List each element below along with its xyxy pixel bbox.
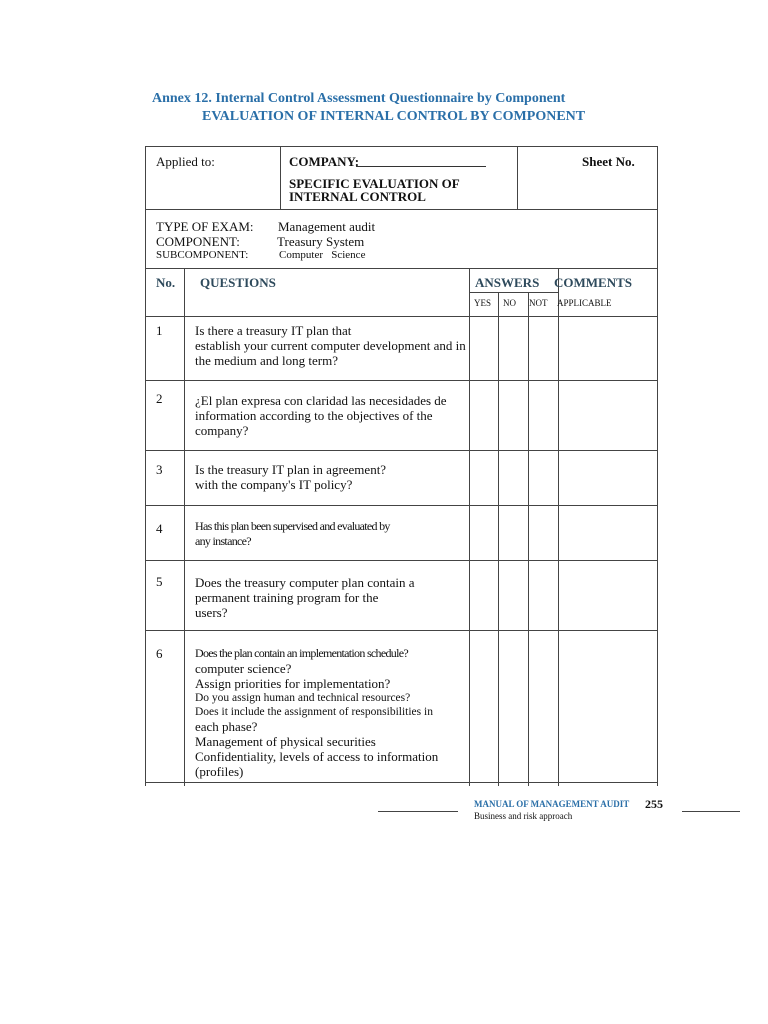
document-subtitle: EVALUATION OF INTERNAL CONTROL BY COMPONENT <box>202 109 586 124</box>
row-number: 6 <box>156 646 163 661</box>
specific-eval-line2: INTERNAL CONTROL <box>289 189 426 204</box>
subcomponent-label: SUBCOMPONENT: <box>156 249 249 261</box>
question-text: Is there a treasury IT plan that establish your current computer development and in the medium and long term? <box>195 323 466 368</box>
applied-to-label: Applied to: <box>156 154 215 169</box>
component-value: Treasury System <box>277 234 365 249</box>
footer-subtitle: Business and risk approach <box>474 811 573 821</box>
no-answer-header: NO <box>503 298 516 308</box>
questions-header: QUESTIONS <box>200 275 276 290</box>
question-text: ¿El plan expresa con claridad las necesidades de information according to the objectives of the company? <box>195 393 447 438</box>
row-number: 1 <box>156 323 163 338</box>
component-label: COMPONENT: <box>156 234 240 249</box>
page-number: 255 <box>645 797 663 811</box>
row-number: 2 <box>156 391 163 406</box>
question-text: Is the treasury IT plan in agreement? with the company's IT policy? <box>195 462 387 492</box>
question-text: Does the treasury computer plan contain a permanent training program for the users? <box>195 575 415 620</box>
footer-manual-title: MANUAL OF MANAGEMENT AUDIT <box>474 799 630 809</box>
row-number: 4 <box>156 521 163 536</box>
no-header: No. <box>156 275 176 290</box>
subcomponent-value: Computer Science <box>279 249 366 261</box>
applicable-header: APPLICABLE <box>557 298 612 308</box>
company-underline <box>356 166 486 167</box>
annex-title: Annex 12. Internal Control Assessment Questionnaire by Component <box>152 91 566 106</box>
row-number: 3 <box>156 462 163 477</box>
not-header: NOT <box>529 298 548 308</box>
type-of-exam-value: Management audit <box>278 219 376 234</box>
question-text: Does the plan contain an implementation schedule? computer science? Assign priorities for implementation? Do you assign human and technical resources? Does it include the assignment of responsibilities in each phase? Management of physical securities Confidentiality, levels of access to information (profiles) <box>195 646 439 779</box>
footer-rule-right <box>682 811 740 812</box>
type-of-exam-label: TYPE OF EXAM: <box>156 219 254 234</box>
yes-header: YES <box>474 298 492 308</box>
company-label: COMPANY: <box>289 154 360 169</box>
row-number: 5 <box>156 574 163 589</box>
question-text: Has this plan been supervised and evaluated by any instance? <box>195 519 390 548</box>
footer-rule-left <box>378 811 458 812</box>
comments-header: COMMENTS <box>554 275 632 290</box>
specific-eval-line1: SPECIFIC EVALUATION OF <box>289 176 460 191</box>
sheet-no-label: Sheet No. <box>582 154 635 169</box>
answers-header: ANSWERS <box>475 275 540 290</box>
